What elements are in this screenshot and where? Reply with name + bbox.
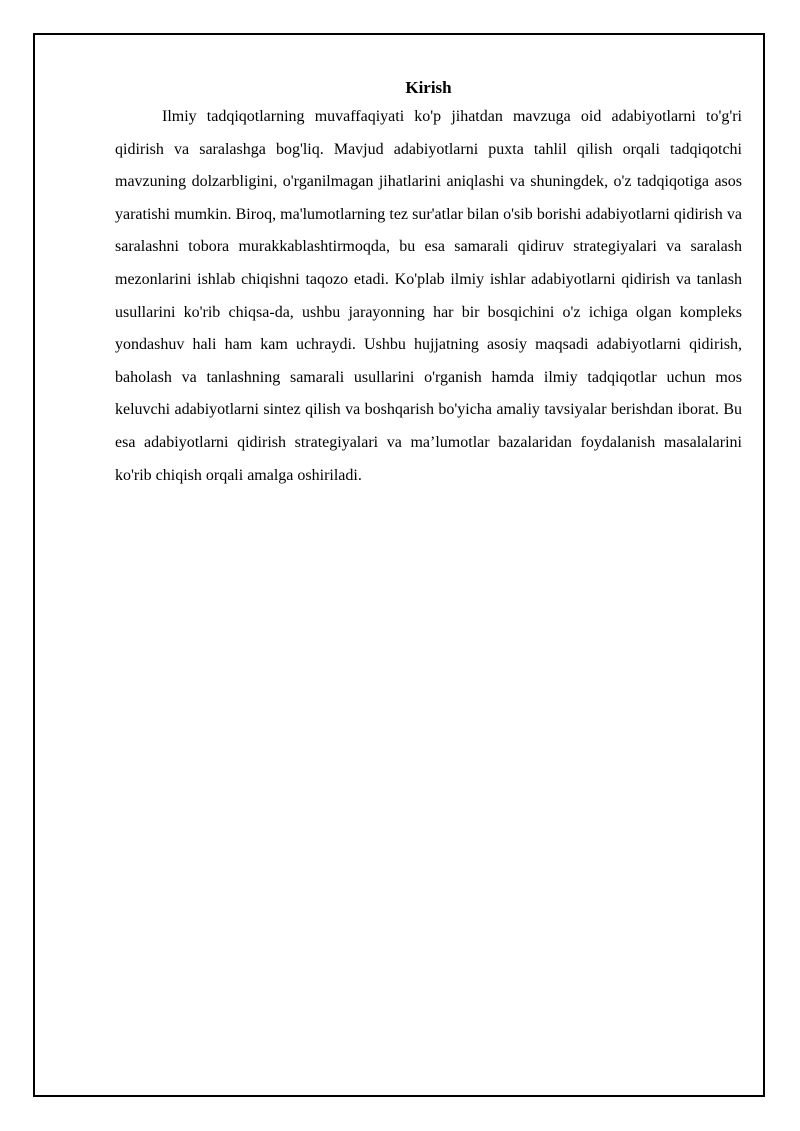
document-content xyxy=(115,76,742,492)
section-title: Kirish xyxy=(405,78,452,97)
body-paragraph: Ilmiy tadqiqotlarning muvaffaqiyati ko'p jihatdan mavzuga oid adabiyotlarni to'g'ri qidirish va saralashga bog'liq. Mavjud adabiyotlarni puxta tahlil qilish orqali tadqiqotchi mavzuning dolzarbligini, o'rganilmagan jihatlarini aniqlashi va shuningdek, o'z tadqiqotiga asos yaratishi mumkin. Biroq, ma'lumotlarning tez sur'atlar bilan o'sib borishi adabiyotlarni qidirish va saralashni tobora murakkablashtirmoqda, bu esa samarali qidiruv strategiyalari va saralash mezonlarini ishlab chiqishni taqozo etadi. Ko'plab ilmiy ishlar adabiyotlarni qidirish va tanlash usullarini ko'rib chiqsa-da, ushbu jarayonning har bir bosqichini o'z ichiga olgan kompleks yondashuv hali ham kam uchraydi. Ushbu hujjatning asosiy maqsadi adabiyotlarni qidirish, baholash va tanlashning samarali usullarini o'rganish hamda ilmiy tadqiqotlar uchun mos keluvchi adabiyotlarni sintez qilish va boshqarish bo'yicha amaliy tavsiyalar berishdan iborat. Bu esa adabiyotlarni qidirish strategiyalari va ma’lumotlar bazalaridan foydalanish masalalarini ko'rib chiqish orqali amalga oshiriladi. xyxy=(115,108,742,484)
